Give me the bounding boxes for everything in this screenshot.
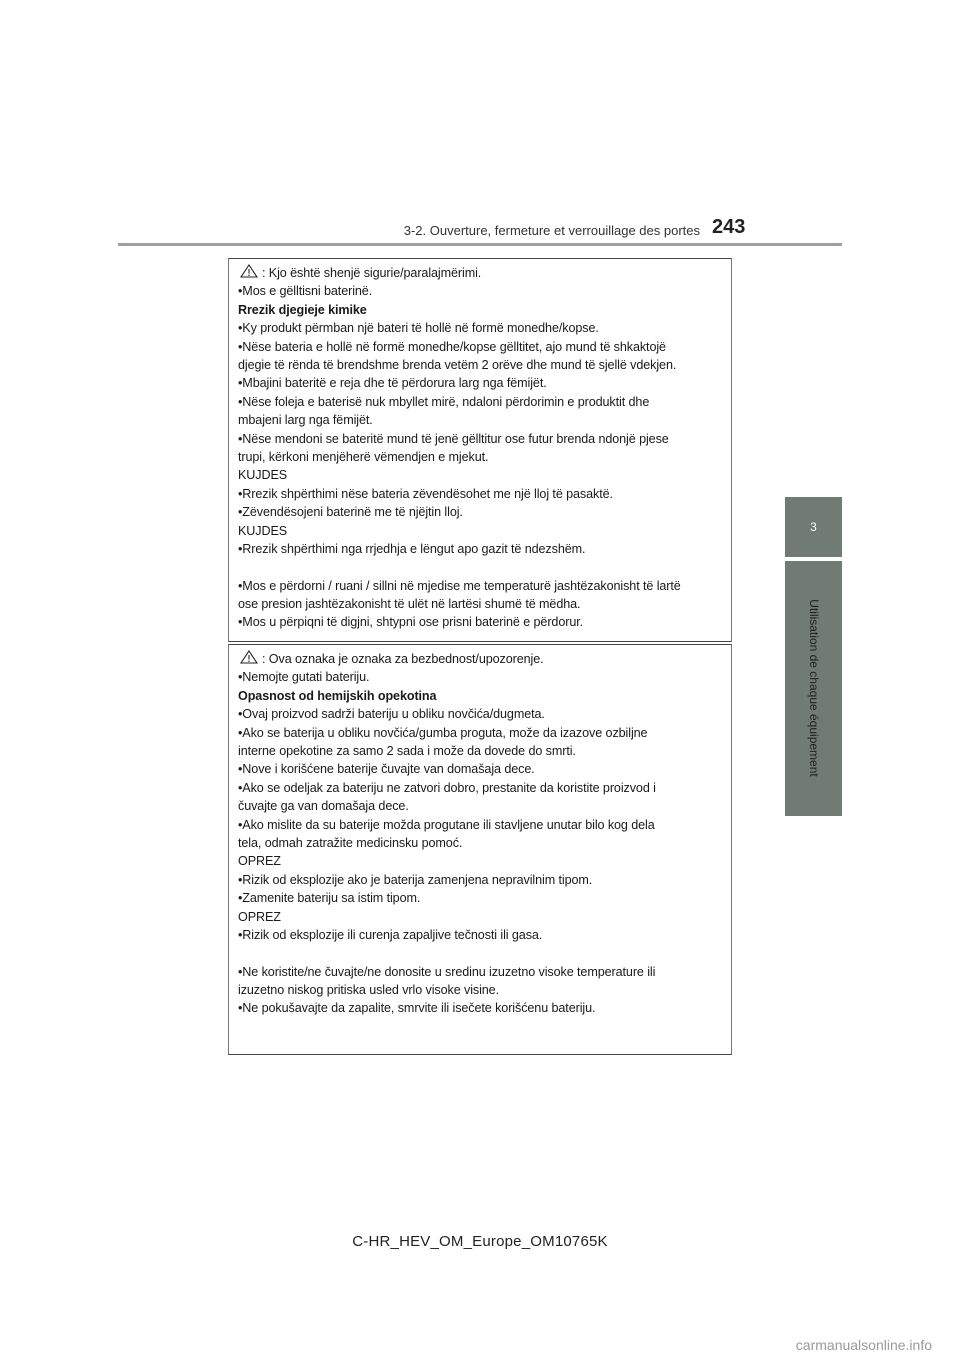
warning-line: •Ako mislite da su baterije možda progutane ili stavljene unutar bilo kog dela [238, 817, 655, 832]
caution-heading: OPREZ [238, 909, 281, 924]
caution-heading: OPREZ [238, 854, 281, 869]
warning-line: •Ne koristite/ne čuvajte/ne donosite u sredinu izuzetno visoke temperature ili [238, 964, 656, 979]
caution-heading: KUJDES [238, 523, 288, 538]
warning-line: izuzetno niskog pritiska usled vrlo visoke visine. [238, 982, 499, 997]
warning-line: •Ako se odeljak za bateriju ne zatvori dobro, prestanite da koristite proizvod i [238, 780, 656, 795]
warning-line: •Rizik od eksplozije ako je baterija zamenjena nepravilnim tipom. [238, 872, 593, 887]
section-title: 3-2. Ouverture, fermeture et verrouillage des portes [403, 223, 700, 238]
warning-symbol-line: : Kjo është shenjë sigurie/paralajmërimi. [238, 264, 723, 282]
warning-heading: Rrezik djegieje kimike [238, 302, 367, 317]
warning-heading: Opasnost od hemijskih opekotina [238, 688, 437, 703]
warning-line: trupi, kërkoni menjëherë vëmendjen e mjekut. [238, 450, 489, 465]
warning-line: interne opekotine za samo 2 sada i može da dovede do smrti. [238, 744, 576, 759]
watermark: carmanualsonline.info [795, 1337, 932, 1353]
warning-line: •Nove i korišćene baterije čuvajte van domašaja dece. [238, 762, 535, 777]
warning-line: ose presion jashtëzakonisht të ulët në lartësi shumë të mëdha. [238, 596, 581, 611]
warning-symbol-line: : Ova oznaka je oznaka za bezbednost/upozorenje. [238, 650, 723, 668]
page-number: 243 [712, 216, 746, 238]
warning-line: •Ako se baterija u obliku novčića/gumba proguta, može da izazove ozbiljne [238, 725, 648, 740]
warning-line: •Ne pokušavajte da zapalite, smrvite ili isečete korišćenu bateriju. [238, 1001, 596, 1016]
warning-line: •Nëse bateria e hollë në formë monedhe/kopse gëlltitet, ajo mund të shkaktojë [238, 339, 666, 354]
warning-line: mbajeni larg nga fëmijët. [238, 413, 373, 428]
warning-line: •Rrezik shpërthimi nëse bateria zëvendësohet me një lloj të pasaktë. [238, 486, 613, 501]
warning-triangle-icon [240, 264, 258, 278]
warning-line: •Zëvendësojeni baterinë me të njëjtin lloj. [238, 505, 463, 520]
warning-line: tela, odmah zatražite medicinsku pomoć. [238, 836, 463, 851]
warning-line: •Mos e përdorni / ruani / sillni në mjedise me temperaturë jashtëzakonisht të lartë [238, 578, 681, 593]
warning-line: •Ky produkt përmban një bateri të hollë në formë monedhe/kopse. [238, 321, 599, 336]
chapter-number: 3 [810, 520, 817, 534]
warning-line: •Zamenite bateriju sa istim tipom. [238, 891, 421, 906]
document-code: C-HR_HEV_OM_Europe_OM10765K [352, 1233, 608, 1250]
warning-line: •Mbajini bateritë e reja dhe të përdorura larg nga fëmijët. [238, 376, 547, 391]
warning-line: •Mos e gëlltisni baterinë. [238, 284, 373, 299]
caution-heading: KUJDES [238, 468, 288, 483]
header-rule [118, 243, 842, 246]
warning-line: •Mos u përpiqni të digjni, shtypni ose prisni baterinë e përdorur. [238, 615, 584, 630]
warning-line: •Ovaj proizvod sadrži bateriju u obliku novčića/dugmeta. [238, 707, 545, 722]
warning-triangle-icon [240, 650, 258, 664]
warning-line: •Rrezik shpërthimi nga rrjedhja e lëngut apo gazit të ndezshëm. [238, 542, 586, 557]
albanian-warning-box [228, 258, 732, 642]
chapter-title: Utilisation de chaque équipement [807, 599, 821, 777]
warning-line: djegie të rënda të brendshme brenda vetëm 2 orëve dhe mund të sjellë vdekjen. [238, 358, 677, 373]
warning-line: čuvajte ga van domašaja dece. [238, 799, 409, 814]
warning-line: •Nëse mendoni se bateritë mund të jenë gëlltitur ose futur brenda ndonjë pjese [238, 431, 669, 446]
warning-line: •Nëse foleja e baterisë nuk mbyllet mirë, ndaloni përdorimin e produktit dhe [238, 394, 650, 409]
serbian-warning-box [228, 644, 732, 1055]
warning-line: •Rizik od eksplozije ili curenja zapaljive tečnosti ili gasa. [238, 928, 543, 943]
chapter-tab [785, 497, 842, 557]
warning-line: •Nemojte gutati bateriju. [238, 670, 370, 685]
